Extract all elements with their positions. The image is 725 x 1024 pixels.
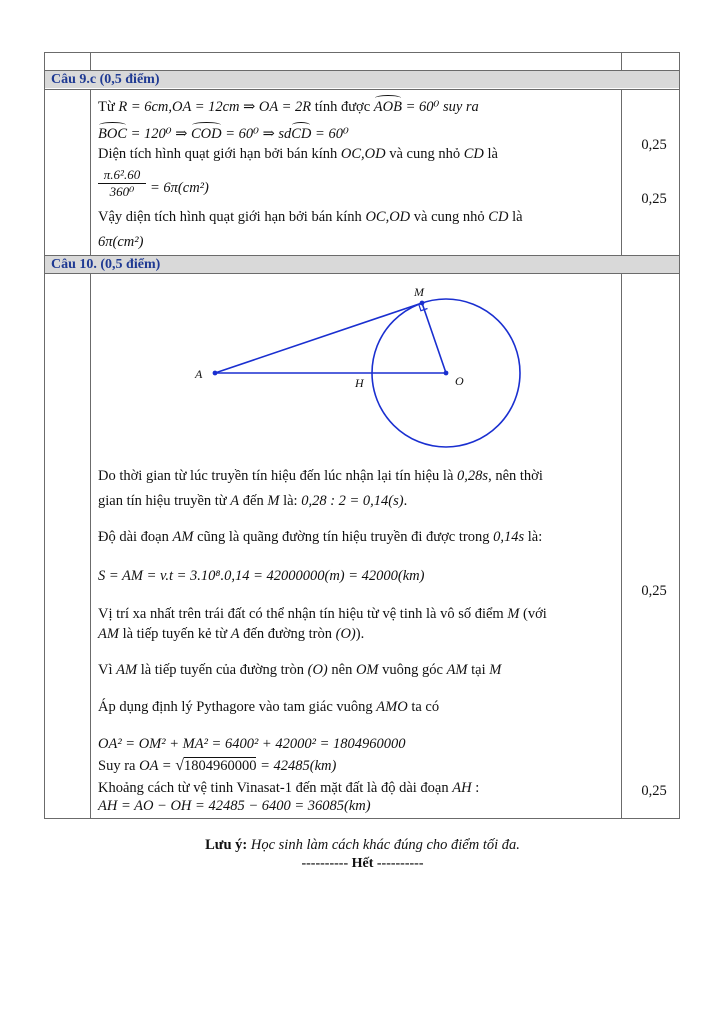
q10-line-11: Khoảng cách từ vệ tinh Vinasat-1 đến mặt đất là độ dài đoạn AH : [98,780,480,796]
q9-line-2: BOC = 120⁰ ⇒ COD = 60⁰ ⇒ sdCD = 60⁰ [98,126,349,142]
score-q10-b: 0,25 [641,783,667,799]
sector-area-fraction: $\frac{\text{π.6².60}}{\text{360⁰}}$ [98,167,146,200]
question-9c-header: Câu 9.c (0,5 điểm) [44,71,679,88]
footer-note [0,837,725,854]
q10-line-10: Suy ra OA = √1804960000 = 42485(km) [98,757,337,774]
arc-aob: AOB [373,99,402,115]
q10-line-3: Độ dài đoạn AM cũng là quãng đường tín hiệu truyền đi được trong 0,14s là: [98,529,543,545]
q10-pythagore-formula: OA² = OM² + MA² = 6400² + 42000² = 1804960000 [98,736,406,752]
label-m: M [414,285,424,299]
q10-line-1: Do thời gian từ lúc truyền tín hiệu đến lúc nhận lại tín hiệu là 0,28s, nên thời [98,468,543,484]
arc-boc: BOC [98,126,127,142]
note-text: Học sinh làm cách khác đúng cho điểm tối đa. [247,837,520,853]
radius-om [422,303,446,373]
q10-final-formula: AH = AO − OH = 42485 − 6400 = 36085(km) [98,798,371,814]
q10-line-5: Vị trí xa nhất trên trái đất có thể nhận tín hiệu từ vệ tinh là vô số điểm M (với [98,606,547,622]
end-marker: ---------- Hết ---------- [301,856,424,871]
label-h: H [355,376,364,390]
q9-line-5: Vậy diện tích hình quạt giới hạn bởi bán kính OC,OD và cung nhỏ CD là [98,209,523,225]
q9-line-3: Diện tích hình quạt giới hạn bởi bán kính OC,OD và cung nhỏ CD là [98,146,498,162]
point-a [213,371,218,376]
q10-line-8: Áp dụng định lý Pythagore vào tam giác vuông AMO ta có [98,699,440,715]
label-a: A [195,367,203,381]
note-label: Lưu ý: [205,837,248,853]
point-o [444,371,449,376]
score-q10-a: 0,25 [641,583,667,599]
arc-cd: CD [291,126,312,142]
question-10-header: Câu 10. (0,5 điểm) [44,256,679,273]
tangent-am [215,303,422,373]
q10-line-7: Vì AM là tiếp tuyến của đường tròn (O) nên OM vuông góc AM tại M [98,662,502,678]
q9-line-1: Từ R = 6cm,OA = 12cm ⇒ OA = 2R tính được AOB = 60⁰ suy ra [98,99,479,115]
label-o: O [455,374,464,388]
q10-line-6: AM là tiếp tuyến kẻ từ A đến đường tròn (O)). [98,626,365,642]
sector-area-result: = 6π(cm²) [150,180,209,196]
q10-distance-formula: S = AM = v.t = 3.10⁸.0,14 = 42000000(m) = 42000(km) [98,568,425,584]
score-q9-a: 0,25 [641,137,667,153]
tangent-circle-figure [190,282,530,457]
score-q9-b: 0,25 [641,191,667,207]
q10-line-2: gian tín hiệu truyền từ A đến M là: 0,28 : 2 = 0,14(s). [98,493,408,509]
q9-line-6: 6π(cm²) [98,234,144,250]
arc-cod: COD [191,126,222,142]
point-m [420,301,425,306]
radicand: 1804960000 [183,758,257,774]
